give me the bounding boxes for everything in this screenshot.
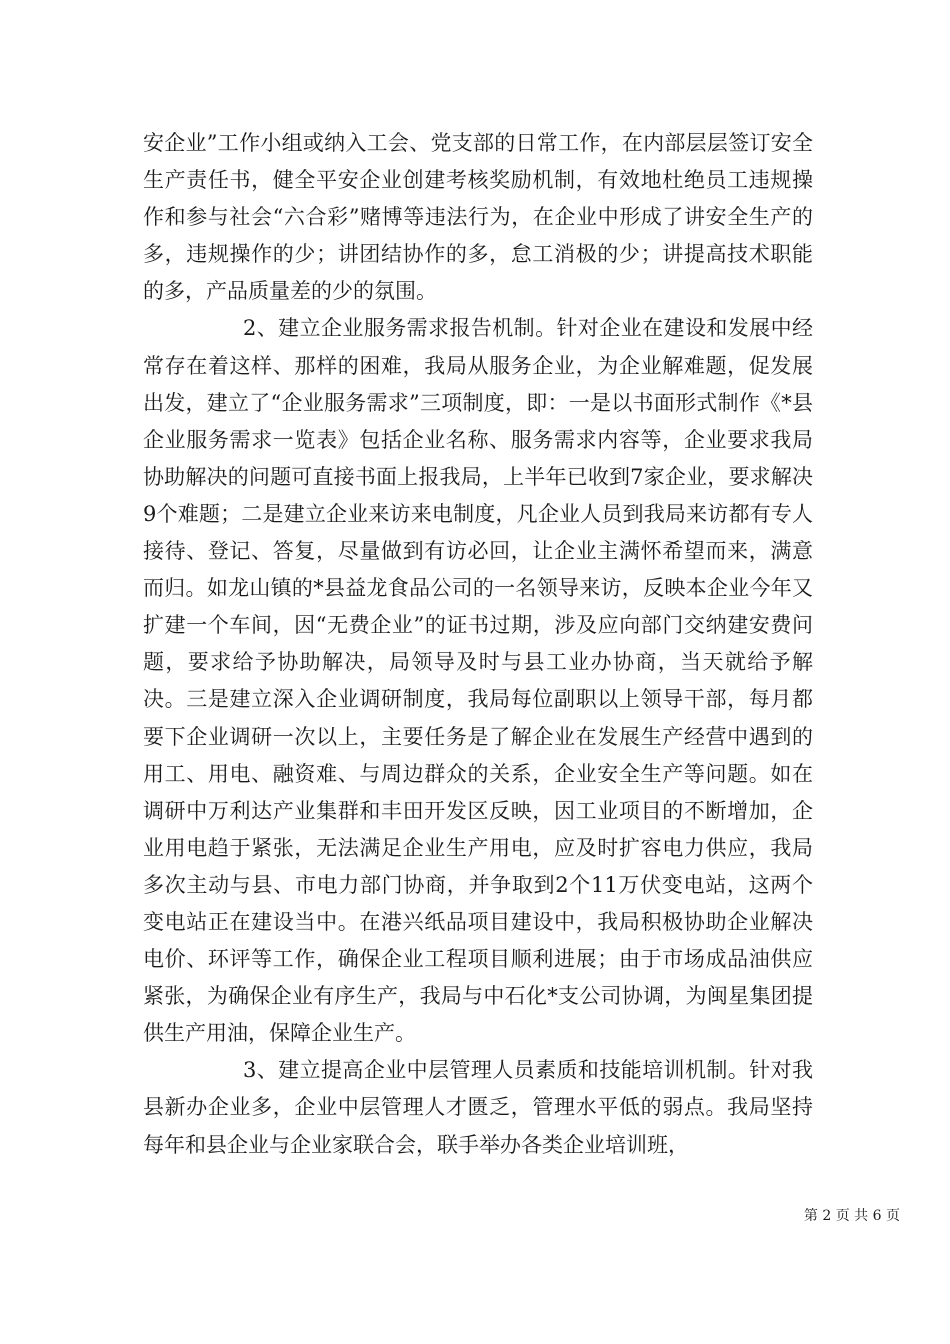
page-footer: 第 2 页 共 6 页 (803, 1208, 900, 1224)
paragraph-service-demand: 2、建立企业服务需求报告机制。针对企业在建设和发展中经常存在着这样、那样的困难，我局从服务企业，为企业解难题，促发展出发，建立了“企业服务需求”三项制度，即：一是以书面形式制作《*县企业服务需求一览表》包括企业名称、服务需求内容等，企业要求我局协助解决的问题可直接书面上报我局，上半年已收到7家企业，要求解决9个难题；二是建立企业来访来电制度，凡企业人员到我局来访都有专人接待、登记、答复，尽量做到有访必回，让企业主满怀希望而来，满意而归。如龙山镇的*县益龙食品公司的一名领导来访，反映本企业今年又扩建一个车间，因“无费企业”的证书过期，涉及应向部门交纳建安费问题，要求给予协助解决，局领导及时与县工业办协商，当天就给予解决。三是建立深入企业调研制度，我局每位副职以上领导干部，每月都要下企业调研一次以上，主要任务是了解企业在发展生产经营中遇到的用工、用电、融资难、与周边群众的关系，企业安全生产等问题。如在调研中万利达产业集群和丰田开发区反映，因工业项目的不断增加，企业用电趋于紧张，无法满足企业生产用电，应及时扩容电力供应，我局多次主动与县、市电力部门协商，并争取到2个11万伏变电站，这两个变电站正在建设当中。在港兴纸品项目建设中，我局积极协助企业解决电价、环评等工作，确保企业工程项目顺利进展；由于市场成品油供应紧张，为确保企业有序生产，我局与中石化*支公司协调，为闽星集团提供生产用油，保障企业生产。 (143, 316, 813, 1046)
paragraph-continuation: 安企业”工作小组或纳入工会、党支部的日常工作，在内部层层签订安全生产责任书，健全平安企业创建考核奖励机制，有效地杜绝员工违规操作和参与社会“六合彩”赌博等违法行为，在企业中形成了讲安全生产的多，违规操作的少；讲团结协作的多，怠工消极的少；讲提高技术职能的多，产品质量差的少的氛围。 (143, 131, 813, 304)
body-text (143, 125, 813, 1164)
paragraph-training-mechanism: 3、建立提高企业中层管理人员素质和技能培训机制。针对我县新办企业多，企业中层管理人才匮乏，管理水平低的弱点。我局坚持每年和县企业与企业家联合会，联手举办各类企业培训班， (143, 1058, 813, 1157)
